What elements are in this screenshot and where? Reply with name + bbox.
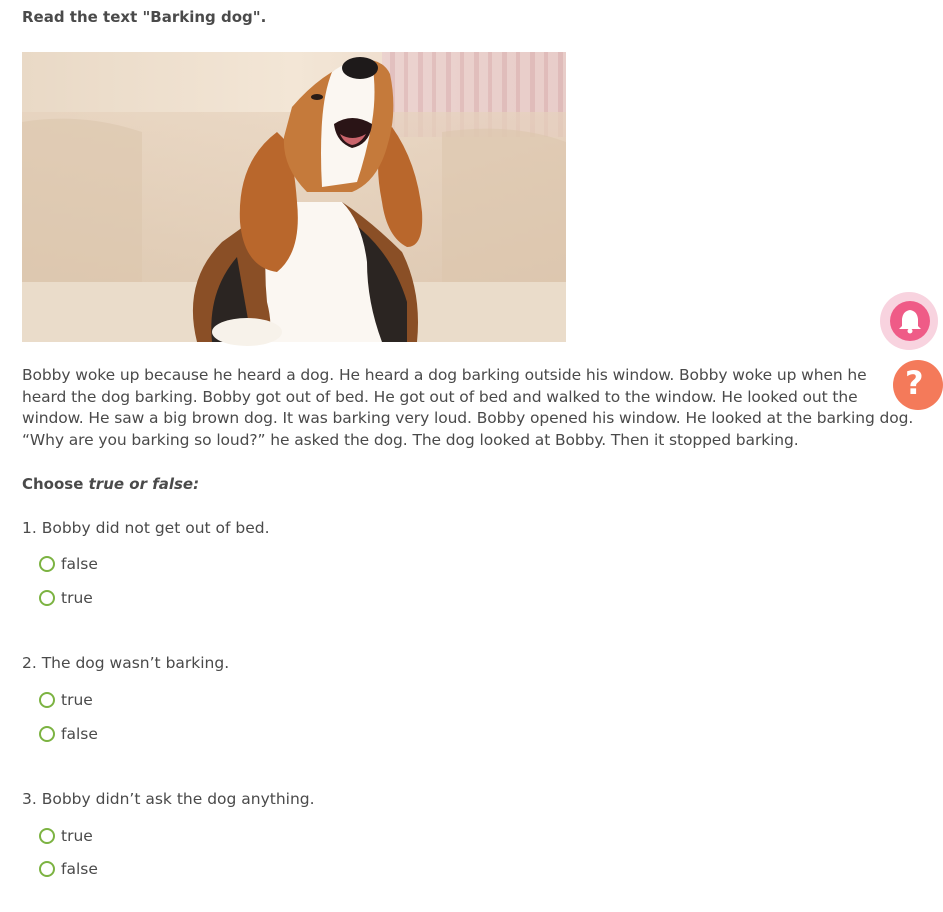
question-2-text: 2. The dog wasn’t barking. — [22, 654, 230, 672]
option-label: false — [61, 555, 98, 573]
passage-text: Bobby woke up because he heard a dog. He heard a dog barking outside his window. Bobby woke up when he heard the dog barking. Bobby got out of bed. He got out of bed and walked to the window. He looked out the window. He saw a big brown dog. It was barking very loud. Bobby opened his window. He looked at the barking dog. “Why are you barking so loud?” he asked the dog. The dog looked at Bobby. Then it stopped barking. — [22, 366, 914, 450]
bell-icon — [890, 301, 930, 341]
option-label: true — [61, 827, 93, 845]
option-label: false — [61, 725, 98, 743]
radio-circle[interactable] — [39, 726, 55, 742]
option-label: true — [61, 589, 93, 607]
option-label: false — [61, 860, 98, 878]
question-3-option-2[interactable] — [39, 858, 98, 880]
question-2-option-2[interactable] — [39, 723, 98, 745]
option-label: true — [61, 691, 93, 709]
question-3-option-1[interactable] — [39, 825, 93, 847]
question-mark-icon: ? — [905, 364, 924, 402]
choose-instruction — [22, 475, 199, 493]
radio-circle[interactable] — [39, 556, 55, 572]
radio-circle[interactable] — [39, 692, 55, 708]
beagle-illustration — [22, 52, 566, 342]
radio-circle[interactable] — [39, 828, 55, 844]
question-3-text: 3. Bobby didn’t ask the dog anything. — [22, 790, 315, 808]
instruction-text: Read the text "Barking dog". — [22, 8, 267, 26]
notification-button[interactable] — [880, 292, 938, 350]
choose-emphasis: true or false: — [88, 475, 200, 493]
question-1-text: 1. Bobby did not get out of bed. — [22, 519, 270, 537]
choose-prefix: Choose — [22, 475, 89, 493]
radio-circle[interactable] — [39, 861, 55, 877]
question-1-option-1[interactable] — [39, 553, 98, 575]
beagle-photo — [22, 52, 566, 342]
radio-circle[interactable] — [39, 590, 55, 606]
question-1-option-2[interactable] — [39, 587, 93, 609]
help-button[interactable] — [893, 360, 943, 410]
question-2-option-1[interactable] — [39, 689, 93, 711]
